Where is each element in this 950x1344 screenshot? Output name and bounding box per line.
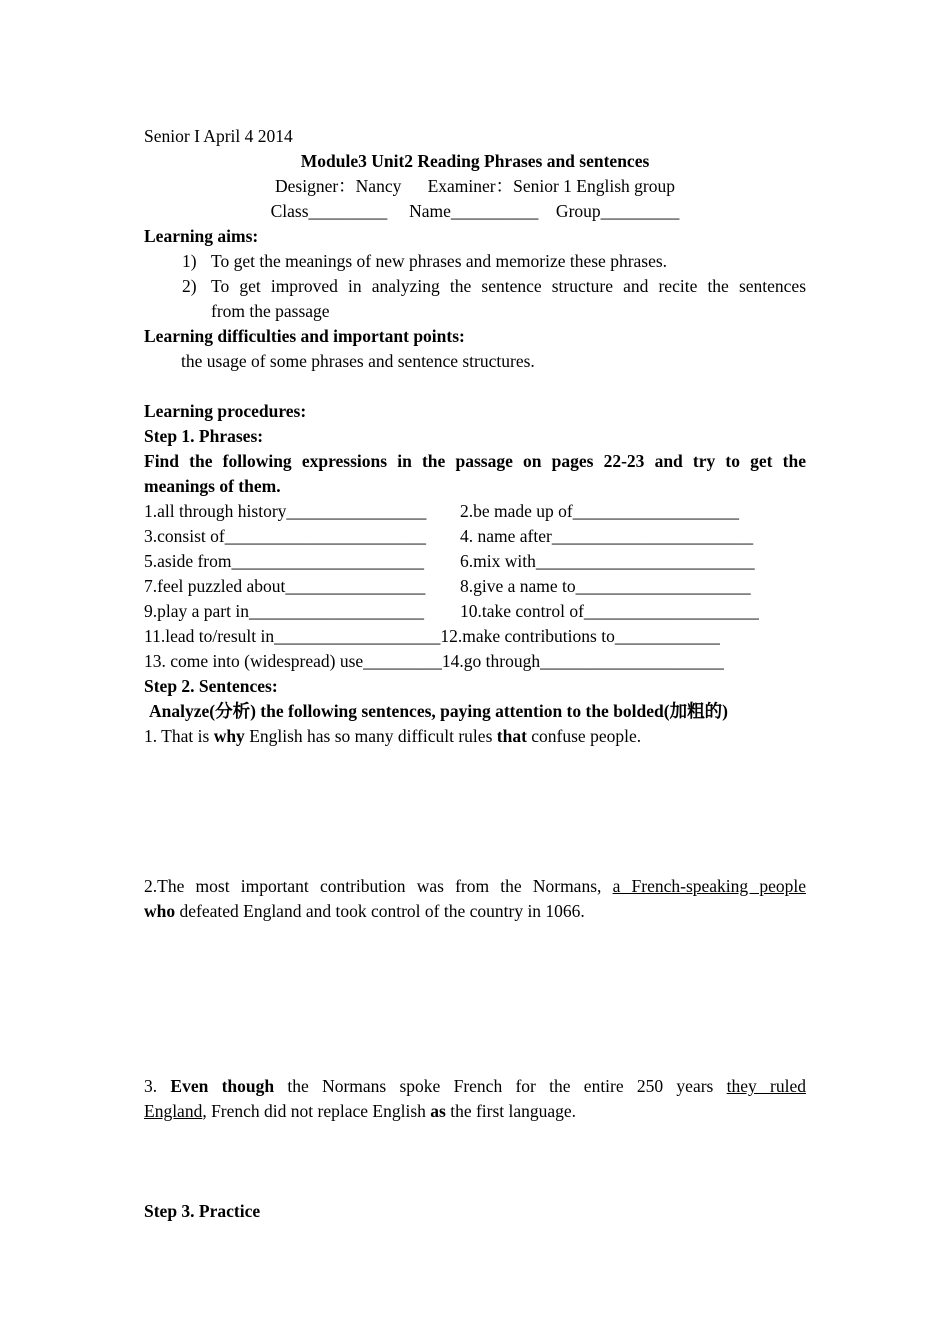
phrase-item: 9.play a part in____________________	[144, 601, 424, 621]
phrase-row	[144, 499, 806, 524]
answer-space	[144, 924, 806, 1074]
sentence-text: the Normans spoke French for the entire 250 years	[274, 1076, 727, 1096]
phrase-item: 1.all through history________________	[144, 501, 427, 521]
aim-item-1	[144, 249, 806, 274]
phrase-item: 5.aside from______________________	[144, 551, 424, 571]
phrase-item: 4. name after_______________________	[460, 526, 754, 546]
difficulties-heading: Learning difficulties and important points:	[144, 326, 465, 346]
sentence-text: confuse people.	[526, 726, 642, 746]
phrase-row	[144, 649, 806, 674]
step2-instruction: Analyze(分析) the following sentences, paying attention to the bolded(加粗的)	[149, 701, 728, 721]
sentence-text: the first language.	[445, 1101, 577, 1121]
phrase-row	[144, 599, 806, 624]
aim-text: To get the meanings of new phrases and memorize these phrases.	[211, 251, 668, 271]
phrase-item: 7.feel puzzled about________________	[144, 576, 426, 596]
designer-line: Designer：Nancy Examiner：Senior 1 English group	[275, 176, 675, 196]
sentence-text: English has so many difficult rules	[244, 726, 497, 746]
sentence-text: 1. That is	[144, 726, 214, 746]
aim-number: 2)	[182, 276, 197, 296]
sentence-1	[144, 724, 806, 749]
procedures-heading: Learning procedures:	[144, 401, 307, 421]
phrase-row	[144, 624, 806, 649]
page-title: Module3 Unit2 Reading Phrases and sentences	[300, 151, 650, 171]
underlined-phrase: they ruled	[726, 1076, 807, 1096]
sentence-2-line1	[144, 874, 806, 899]
phrase-item: 6.mix with_________________________	[460, 551, 755, 571]
answer-space	[144, 749, 806, 874]
phrase-item: 11.lead to/result in___________________12.make contributions to____________	[144, 626, 720, 646]
bold-word: Even though	[170, 1076, 275, 1096]
aim-number: 1)	[182, 251, 197, 271]
aims-heading: Learning aims:	[144, 226, 259, 246]
sentence-text: defeated England and took control of the country in 1066.	[175, 901, 585, 921]
sentence-text: 2.The most important contribution was from the Normans,	[144, 876, 613, 896]
class-name-group-line: Class_________ Name__________ Group_________	[270, 201, 680, 221]
date-line: Senior I April 4 2014	[144, 126, 293, 146]
step1-instruction-line1: Find the following expressions in the passage on pages 22-23 and try to get the	[144, 451, 806, 471]
aim-item-2	[144, 274, 806, 324]
underlined-phrase: England	[144, 1101, 203, 1121]
bold-word: that	[496, 726, 527, 746]
step2-heading: Step 2. Sentences:	[144, 676, 278, 696]
bold-word: why	[213, 726, 245, 746]
sentence-text: 3.	[144, 1076, 171, 1096]
answer-space	[144, 1124, 806, 1199]
aim-text-line1: To get improved in analyzing the sentence structure and recite the sentences	[211, 276, 806, 296]
step1-heading: Step 1. Phrases:	[144, 426, 264, 446]
aim-text-line2: from the passage	[211, 301, 330, 321]
phrase-row	[144, 549, 806, 574]
sentence-2-line2	[144, 899, 806, 924]
bold-word: who	[144, 901, 176, 921]
sentence-text: , French did not replace English	[202, 1101, 431, 1121]
phrase-item: 8.give a name to____________________	[460, 576, 751, 596]
sentence-3-line1	[144, 1074, 806, 1099]
step1-instruction-line2: meanings of them.	[144, 476, 281, 496]
phrase-item: 13. come into (widespread) use_________14.go through_____________________	[144, 651, 724, 671]
underlined-phrase: a French-speaking people	[612, 876, 806, 896]
phrase-row	[144, 524, 806, 549]
phrase-item: 10.take control of____________________	[460, 601, 759, 621]
phrase-item: 3.consist of_______________________	[144, 526, 426, 546]
sentence-3-line2	[144, 1099, 806, 1124]
worksheet	[144, 124, 806, 1224]
phrase-item: 2.be made up of___________________	[460, 501, 739, 521]
phrase-row	[144, 574, 806, 599]
step3-heading: Step 3. Practice	[144, 1201, 261, 1221]
difficulties-text: the usage of some phrases and sentence structures.	[181, 351, 535, 371]
bold-word: as	[430, 1101, 446, 1121]
